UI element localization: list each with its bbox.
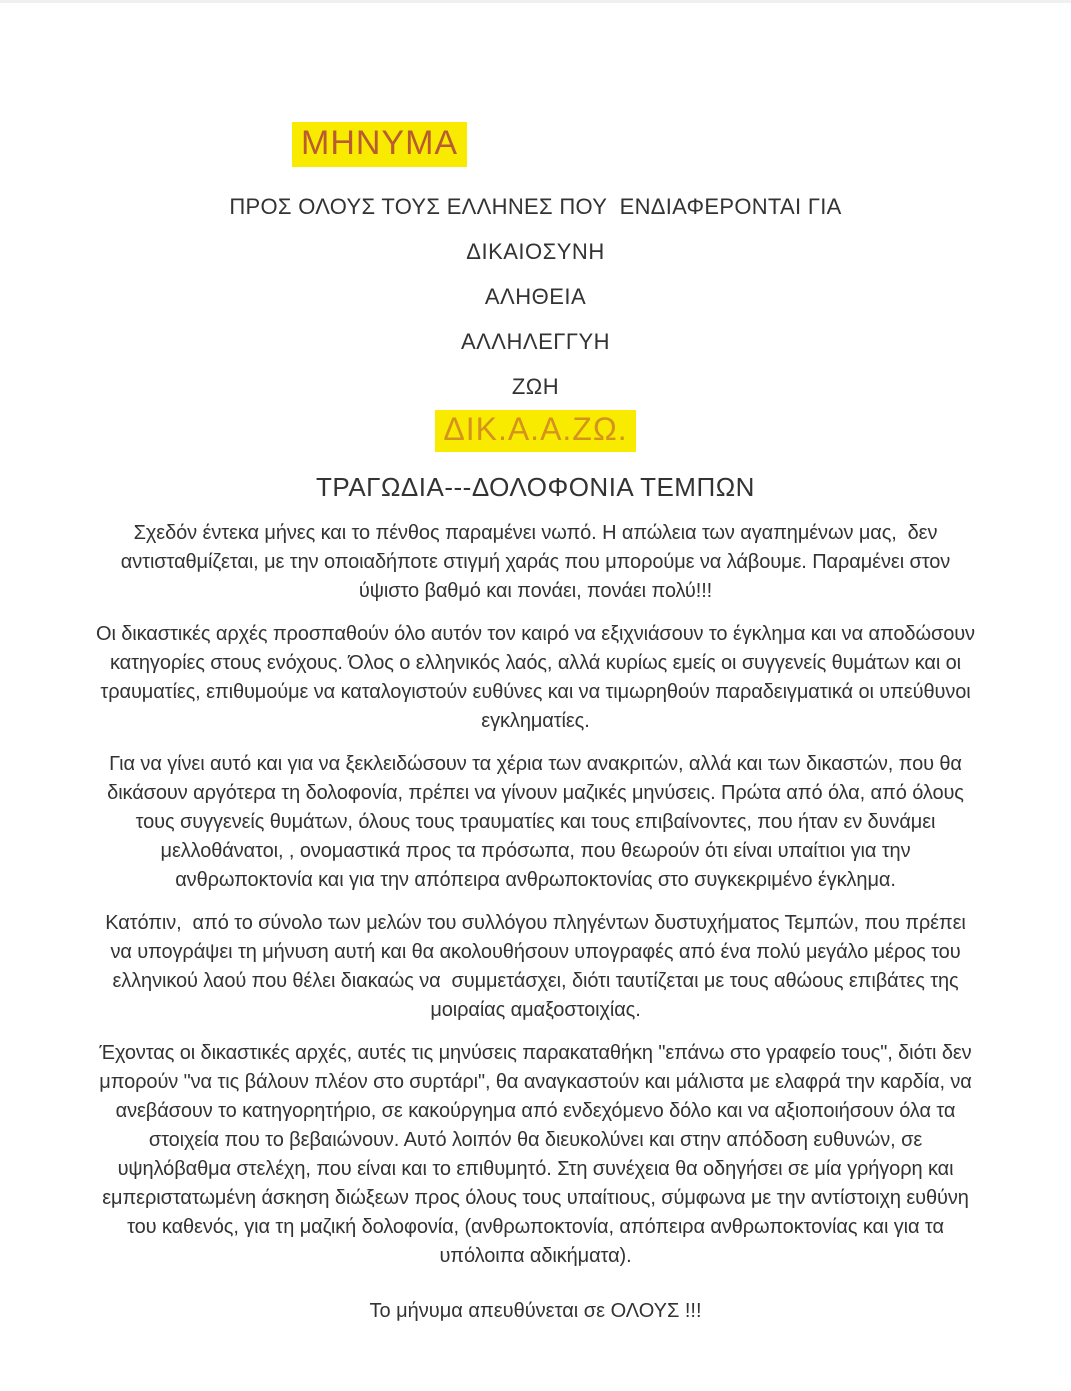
value-justice: ΔΙΚΑΙΟΣΥΝΗ [466, 239, 605, 265]
paragraph-mourning: Σχεδόν έντεκα μήνες και το πένθος παραμένει νωπό. Η απώλεια των αγαπημένων μας, δεν αντισταθμίζεται, με την οποιαδήποτε στιγμή χαράς που μπορούμε να λάβουμε. Παραμένει στον ύψιστο βαθμό και πονάει, πονάει πολύ!!! [120, 521, 956, 602]
document-header [0, 0, 1071, 503]
paragraph-judicial-authorities: Οι δικαστικές αρχές προσπαθούν όλο αυτόν τον καιρό να εξιχνιάσουν το έγκλημα και να αποδώσουν κατηγορίες στους ενόχους. Όλος ο ελληνικός λαός, αλλά κυρίως εμείς οι συγγενείς θυμάτων και οι τραυματίες, επιθυμούμε να καταλογιστούν ευθύνες και να τιμωρηθούν παραδειγματικά οι υπεύθυνοι εγκληματίες. [96, 622, 981, 732]
acronym-highlight: ΔΙΚ.Α.Α.ΖΩ. [435, 410, 635, 451]
value-truth: ΑΛΗΘΕΙΑ [484, 284, 587, 310]
paragraph-mass-lawsuits: Για να γίνει αυτό και για να ξεκλειδώσουν τα χέρια των ανακριτών, αλλά και των δικαστών, που θα δικάσουν αργότερα τη δολοφονία, πρέπει να γίνουν μαζικές μηνύσεις. Πρώτα από όλα, από όλους τους συγγενείς θυμάτων, όλους τους τραυματίες και τους επιβαίνοντες, που ήταν εν δυνάμει μελλοθάνατοι, , ονομαστικά προς τα πρόσωπα, που θεωρούν ότι είναι υπαίτιοι για την ανθρωποκτονία και για την απόπειρα ανθρωποκτονίας στο συγκεκριμένο έγκλημα. [107, 752, 970, 891]
paragraph-association-signatures: Κατόπιν, από το σύνολο των μελών του συλλόγου πληγέντων δυστυχήματος Τεμπών, που πρέπει να υπογράψει τη μήνυση αυτή και θα ακολουθήσουν υπογραφές από ένα πολύ μεγάλο μέρος του ελληνικού λαού που θέλει διακαώς να συμμετάσχει, διότι ταυτίζεται με τους αθώους επιβάτες της μοιραίας αμαξοστοιχίας. [105, 911, 972, 1021]
message-title-line [292, 0, 1071, 167]
document-body [96, 519, 981, 1326]
subject-title: ΤΡΑΓΩΔΙΑ---ΔΟΛΟΦΟΝΙΑ ΤΕΜΠΩΝ [316, 471, 755, 502]
address-line: ΠΡΟΣ ΟΛΟΥΣ ΤΟΥΣ ΕΛΛΗΝΕΣ ΠΟΥ ΕΝΔΙΑΦΕΡΟΝΤΑΙ ΓΙΑ [229, 194, 842, 220]
paragraph-prosecution: Έχοντας οι δικαστικές αρχές, αυτές τις μηνύσεις παρακαταθήκη "επάνω στο γραφείο τους", διότι δεν μπορούν "να τις βάλουν πλέον στο συρτάρι", θα αναγκαστούν και μάλιστα με ελαφρά την καρδία, να ανεβάσουν το κατηγορητήριο, σε κακούργημα από ενδεχόμενο δόλο και να αξιοποιήσουν όλα τα στοιχεία που το βεβαιώνουν. Αυτό λοιπόν θα διευκολύνει και στην απόδοση ευθυνών, σε υψηλόβαθμα στελέχη, που είναι και το επιθυμητό. Στη συνέχεια θα οδηγήσει σε μία γρήγορη και εμπεριστατωμένη άσκηση διώξεων προς όλους τους υπαίτιους, σύμφωνα με την αντίστοιχη ευθύνη του καθενός, για τη μαζική δολοφονία, (ανθρωποκτονία, απόπειρα ανθρωποκτονίας και για τα υπόλοιπα αδικήματα). [99, 1041, 978, 1267]
page-top-edge [0, 0, 1071, 3]
acronym-line [0, 410, 1071, 451]
closing-line: Το μήνυμα απευθύνεται σε ΟΛΟΥΣ !!! [369, 1299, 702, 1322]
value-life: ΖΩΗ [511, 374, 560, 400]
value-solidarity: ΑΛΛΗΛΕΓΓΥΗ [460, 329, 611, 355]
message-title-highlight: ΜΗΝΥΜΑ [292, 122, 467, 167]
